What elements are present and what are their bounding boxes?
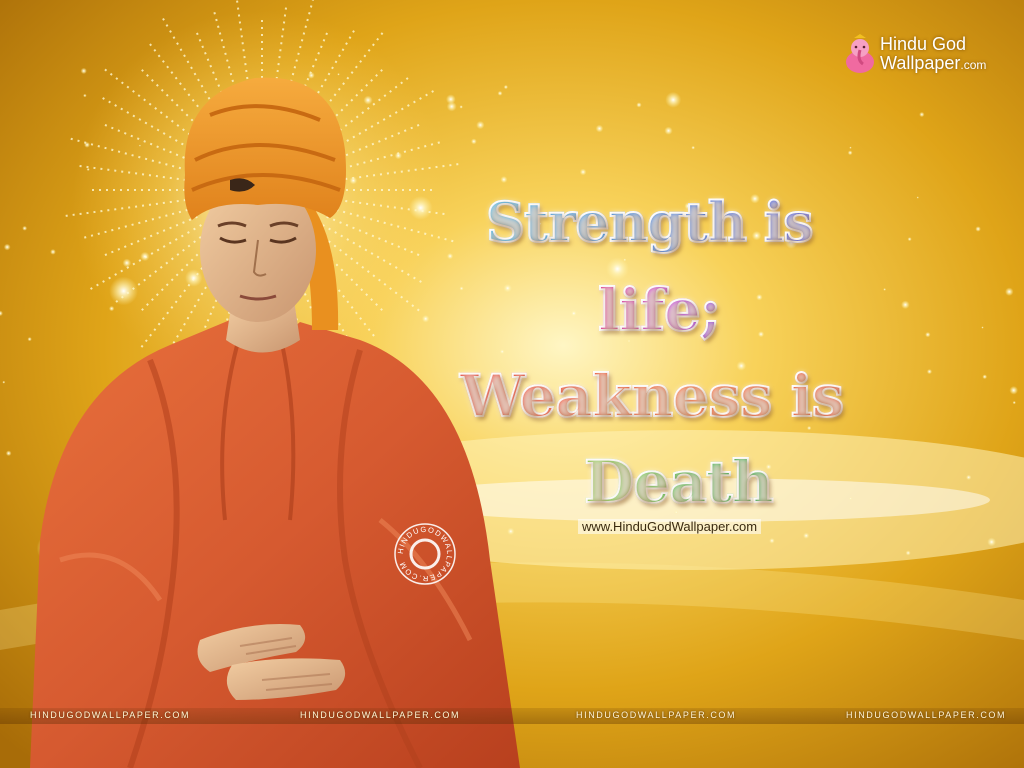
watermark-stamp — [393, 522, 457, 586]
quote-line-4: Death — [584, 448, 773, 516]
logo-wallpaper-text: Wallpaper — [880, 53, 961, 73]
logo-dotcom-text: .com — [960, 58, 987, 72]
footer-watermark-strip — [0, 708, 1024, 724]
svg-text:HINDUGODWALLPAPER.COM — [396, 525, 454, 583]
footer-watermark-text: HINDUGODWALLPAPER.COM — [576, 710, 737, 720]
quote-line-3: Weakness is — [460, 362, 844, 430]
quote-line-1: Strength is — [486, 190, 813, 254]
ganesha-icon — [843, 34, 877, 74]
stamp-text: HINDUGODWALLPAPER.COM — [395, 524, 455, 584]
quote-line-2: life; — [598, 276, 721, 344]
footer-watermark-text: HINDUGODWALLPAPER.COM — [30, 710, 191, 720]
footer-watermark-text: HINDUGODWALLPAPER.COM — [846, 710, 1007, 720]
logo-text-line2 — [880, 53, 986, 74]
logo-text-line1: Hindu God — [880, 34, 967, 54]
footer-watermark-text: HINDUGODWALLPAPER.COM — [300, 710, 461, 720]
site-url-link[interactable]: www.HinduGodWallpaper.com — [578, 519, 761, 534]
site-logo[interactable] — [843, 32, 1003, 78]
